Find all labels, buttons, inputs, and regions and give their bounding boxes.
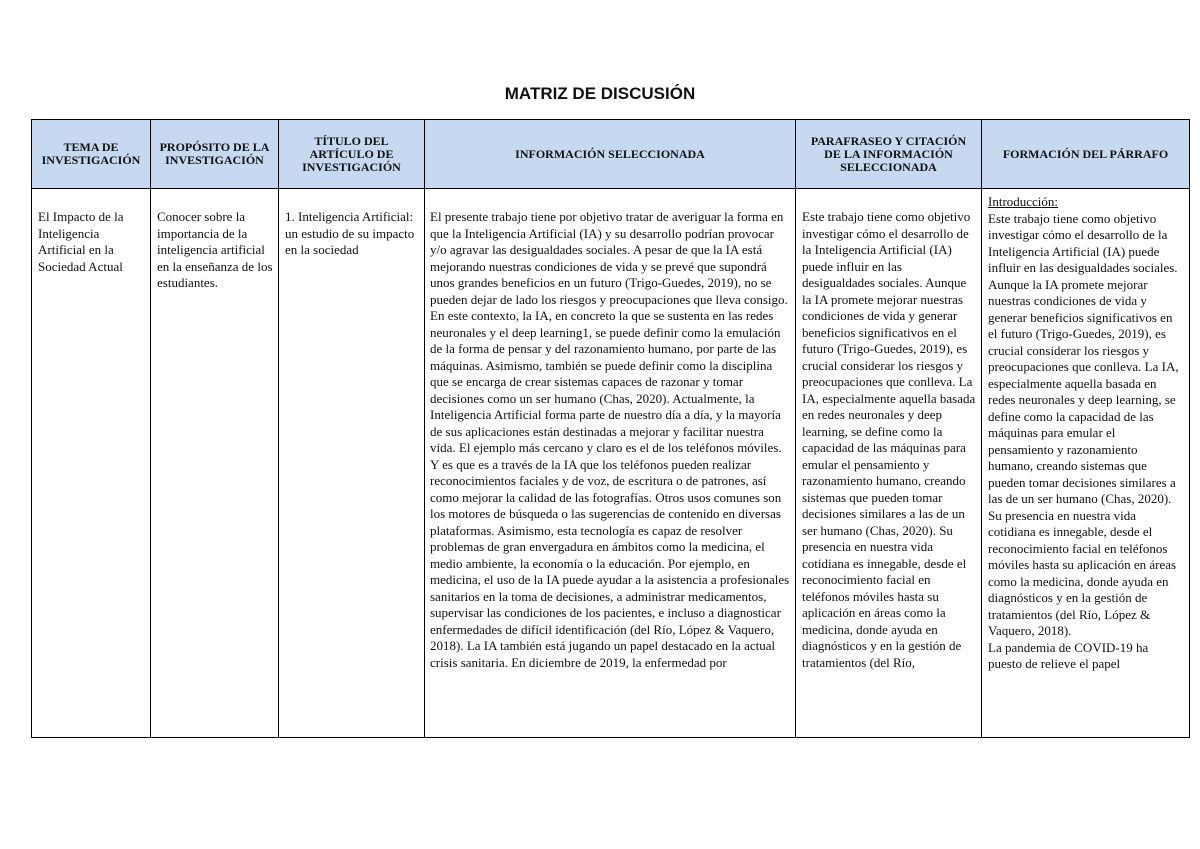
header-parafraseo: PARAFRASEO Y CITACIÓN DE LA INFORMACIÓN SELECCIONADA xyxy=(796,120,982,189)
header-tema: TEMA DE INVESTIGACIÓN xyxy=(32,120,151,189)
discussion-matrix-table xyxy=(31,119,1190,738)
cell-parafraseo xyxy=(796,189,982,738)
titulo-text: 1. Inteligencia Artificial: un estudio de su impacto en la sociedad xyxy=(285,209,415,257)
table-header-row xyxy=(32,120,1190,189)
cell-formacion xyxy=(982,189,1190,738)
formacion-heading: Introducción: xyxy=(988,194,1059,209)
header-formacion: FORMACIÓN DEL PÁRRAFO xyxy=(982,120,1190,189)
informacion-text: El presente trabajo tiene por objetivo tratar de averiguar la forma en que la Inteligencia Artificial (IA) y su desarrollo podrían provocar y/o agravar las desigualdades sociales. A pesar de que la IA está mejorando nuestras condiciones de vida y se prevé que supondrá unos grandes beneficios en un futuro (Trigo-Guedes, 2019), no se pueden dejar de lado los riesgos y preocupaciones que lleva consigo. En este contexto, la IA, en concreto la que se sustenta en las redes neuronales y el deep learning1, se puede definir como la emulación de la forma de pensar y del razonamiento humano, por parte de las máquinas. Asimismo, también se puede definir como la disciplina que se encarga de crear sistemas capaces de razonar y tomar decisiones como un ser humano (Chas, 2020). Actualmente, la Inteligencia Artificial forma parte de nuestro día a día, y la mayoría de sus aplicaciones están destinadas a mejorar y facilitar nuestra vida. El ejemplo más cercano y claro es el de los teléfonos móviles. Y es que es a través de la IA que los teléfonos pueden realizar reconocimientos faciales y de voz, de escritura o de patrones, así como mejorar la calidad de las fotografías. Otros usos comunes son los motores de búsqueda o las sugerencias de contenido en diversas plataformas. Asimismo, esta tecnología es capaz de resolver problemas de gran envergadura en ámbitos como la medicina, el medio ambiente, la economía o la educación. Por ejemplo, en medicina, el uso de la IA puede ayudar a la asistencia a profesionales sanitarios en la toma de decisiones, a administrar medicamentos, supervisar las condiciones de los pacientes, e incluso a diagnosticar enfermedades de difícil identificación (del Río, López & Vaquero, 2018). La IA también está jugando un papel destacado en la actual crisis sanitaria. En diciembre de 2019, la enfermedad por xyxy=(430,209,790,670)
tema-text: El Impacto de la Inteligencia Artificial en la Sociedad Actual xyxy=(38,209,124,274)
header-proposito: PROPÓSITO DE LA INVESTIGACIÓN xyxy=(151,120,279,189)
cell-informacion xyxy=(425,189,796,738)
cell-proposito xyxy=(151,189,279,738)
proposito-text: Conocer sobre la importancia de la inteligencia artificial en la enseñanza de los estudiantes. xyxy=(157,209,273,290)
formacion-text: Este trabajo tiene como objetivo investigar cómo el desarrollo de la Inteligencia Artificial (IA) puede influir en las desigualdades sociales. Aunque la IA promete mejorar nuestras condiciones de vida y generar beneficios significativos en el futuro (Trigo-Guedes, 2019), es crucial considerar los riesgos y preocupaciones que conlleva. La IA, especialmente aquella basada en redes neuronales y deep learning, se define como la capacidad de las máquinas para emular el pensamiento y razonamiento humano, creando sistemas que pueden tomar decisiones similares a las de un ser humano (Chas, 2020). Su presencia en nuestra vida cotidiana es innegable, desde el reconocimiento facial en teléfonos móviles hasta su aplicación en áreas como la medicina, donde ayuda en diagnósticos y en la gestión de tratamientos (del Río, López & Vaquero, 2018). xyxy=(988,210,1179,638)
cell-titulo xyxy=(279,189,425,738)
parafraseo-text: Este trabajo tiene como objetivo investigar cómo el desarrollo de la Inteligencia Artificial (IA) puede influir en las desigualdades sociales. Aunque la IA promete mejorar nuestras condiciones de vida y generar beneficios significativos en el futuro (Trigo-Guedes, 2019), es crucial considerar los riesgos y preocupaciones que conlleva. La IA, especialmente aquella basada en redes neuronales y deep learning, se define como la capacidad de las máquinas para emular el pensamiento y razonamiento humano, creando sistemas que pueden tomar decisiones similares a las de un ser humano (Chas, 2020). Su presencia en nuestra vida cotidiana es innegable, desde el reconocimiento facial en teléfonos móviles hasta su aplicación en áreas como la medicina, donde ayuda en diagnósticos y en la gestión de tratamientos (del Río, xyxy=(802,209,976,670)
cell-tema xyxy=(32,189,151,738)
header-informacion: INFORMACIÓN SELECCIONADA xyxy=(425,120,796,189)
header-titulo: TÍTULO DEL ARTÍCULO DE INVESTIGACIÓN xyxy=(279,120,425,189)
table-row xyxy=(32,189,1190,738)
page-title: MATRIZ DE DISCUSIÓN xyxy=(504,84,696,103)
formacion-continuation: La pandemia de COVID-19 ha puesto de relieve el papel xyxy=(988,639,1149,671)
